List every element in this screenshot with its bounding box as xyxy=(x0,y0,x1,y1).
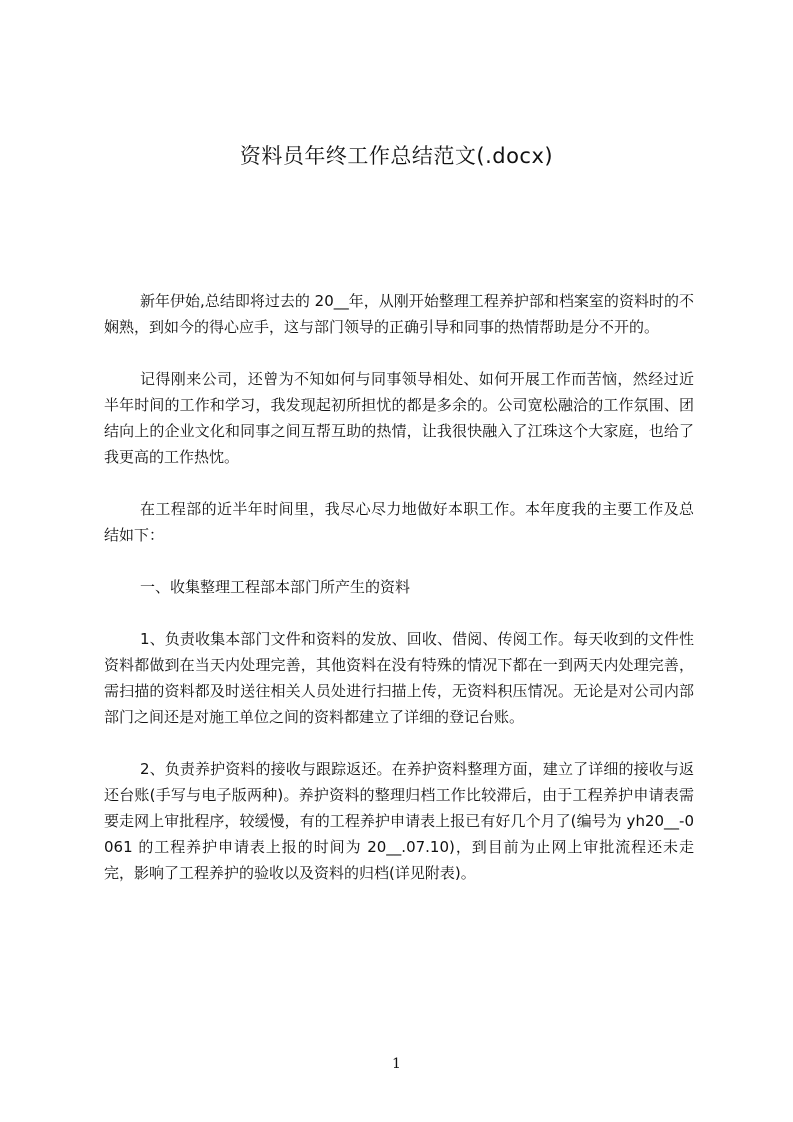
section-heading-1: 一、收集整理工程部本部门所产生的资料 xyxy=(140,578,411,596)
paragraph-summary-intro: 在工程部的近半年时间里，我尽心尽力地做好本职工作。本年度我的主要工作及总结如下： xyxy=(104,500,694,544)
paragraph-item-1: 1、负责收集本部门文件和资料的发放、回收、借阅、传阅工作。每天收到的文件性资料都做到在当天内处理完善，其他资料在没有特殊的情况下都在一到两天内处理完善，需扫描的资料都及时送往相关人员处进行扫描上传，无资料积压情况。无论是对公司内部部门之间还是对施工单位之间的资料都建立了详细的登记台账。 xyxy=(104,630,694,726)
document-body xyxy=(104,288,694,912)
paragraph-memory: 记得刚来公司，还曾为不知如何与同事领导相处、如何开展工作而苦恼，然经过近半年时间的工作和学习，我发现起初所担忧的都是多余的。公司宽松融洽的工作氛围、团结向上的企业文化和同事之间互帮互助的热情，让我很快融入了江珠这个大家庭，也给了我更高的工作热忱。 xyxy=(104,370,694,466)
paragraph-item-2: 2、负责养护资料的接收与跟踪返还。在养护资料整理方面，建立了详细的接收与返还台账(手写与电子版两种)。养护资料的整理归档工作比较滞后，由于工程养护申请表需要走网上审批程序，较缓慢，有的工程养护申请表上报已有好几个月了(编号为 yh20__-0061 的工程养护申请表上报的时间为 20__.07.10)，到目前为止网上审批流程还未走完，影响了工程养护的验收以及资料的归档(详见附表)。 xyxy=(104,760,694,882)
paragraph-intro: 新年伊始,总结即将过去的 20__年，从刚开始整理工程养护部和档案室的资料时的不娴熟，到如今的得心应手，这与部门领导的正确引导和同事的热情帮助是分不开的。 xyxy=(104,292,694,336)
page-number: 1 xyxy=(392,1056,401,1072)
document-title: 资料员年终工作总结范文(.docx) xyxy=(239,144,554,168)
